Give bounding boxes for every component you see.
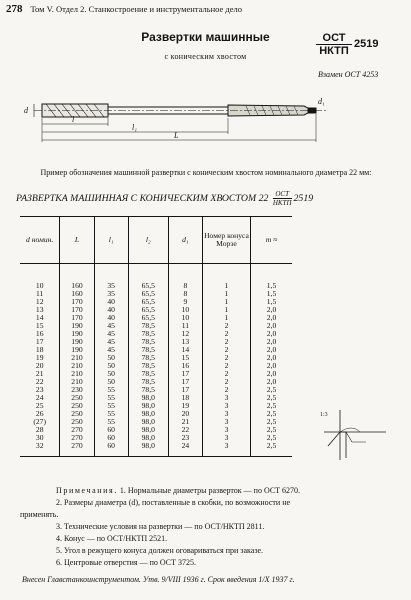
table-cell: 16 <box>35 329 44 338</box>
table-cell: 2,0 <box>251 314 292 322</box>
table-row <box>20 306 292 314</box>
table-cell: 78,5 <box>128 346 168 354</box>
table-cell: 270 <box>60 442 94 457</box>
table-cell: 19 <box>168 402 202 410</box>
table-cell: 2 <box>202 354 250 362</box>
table-cell: 160 <box>60 264 94 291</box>
table-cell: 3 <box>202 394 250 402</box>
table-cell: 78,5 <box>128 370 168 378</box>
table-body <box>20 264 292 457</box>
table-cell: 2 <box>202 322 250 330</box>
table-cell: 50 <box>94 362 128 370</box>
table-cell: 55 <box>94 418 128 426</box>
table-cell: 210 <box>60 378 94 386</box>
table-cell: 45 <box>94 330 128 338</box>
table-cell: 35 <box>94 264 128 291</box>
table-cell: 8 <box>168 264 202 291</box>
table-cell: 170 <box>60 306 94 314</box>
table-cell: 20 <box>35 361 44 370</box>
table-cell: 12 <box>35 297 44 306</box>
table-cell: 2,5 <box>251 426 292 434</box>
table-cell: 10 <box>168 314 202 322</box>
table-cell: 24 <box>168 442 202 457</box>
note-6: 6. Центровые отверстия — по ОСТ 3725. <box>56 558 196 567</box>
table-cell: 17 <box>35 337 44 346</box>
table-row <box>20 330 292 338</box>
col-header-d1: d₁ <box>168 217 202 264</box>
table-cell: 250 <box>60 410 94 418</box>
table-cell: 55 <box>94 394 128 402</box>
table-row <box>20 346 292 354</box>
replaces-note: Взамен ОСТ 4253 <box>318 70 379 79</box>
table-cell: 9 <box>168 298 202 306</box>
table-cell: 13 <box>168 338 202 346</box>
table-cell: 65,5 <box>128 314 168 322</box>
table-cell: 60 <box>94 434 128 442</box>
note-2: 2. Размеры диаметра (d), поставленные в скобки, по возможности не <box>56 498 291 507</box>
note-5: 5. Угол в режущего конуса должен оговариваться при заказе. <box>56 546 264 555</box>
table-cell: 23 <box>35 385 44 394</box>
dimensions-table <box>20 216 292 457</box>
table-cell: 15 <box>168 354 202 362</box>
table-cell: 2 <box>202 346 250 354</box>
table-cell: 3 <box>202 442 250 457</box>
standard-fraction <box>316 32 352 57</box>
table-cell: 250 <box>60 394 94 402</box>
table-cell: 11 <box>168 322 202 330</box>
table-cell: 2 <box>202 378 250 386</box>
table-cell: 2,0 <box>251 370 292 378</box>
table-cell: 14 <box>35 313 44 322</box>
table-cell: 190 <box>60 338 94 346</box>
table-cell: 22 <box>168 426 202 434</box>
col-header-L: L <box>60 217 94 264</box>
table-cell: 170 <box>60 314 94 322</box>
table-row <box>20 426 292 434</box>
table-cell: 16 <box>168 362 202 370</box>
table-cell: 3 <box>202 402 250 410</box>
table-cell: 1 <box>202 306 250 314</box>
label-d: d <box>24 106 28 115</box>
table-cell: 78,5 <box>128 322 168 330</box>
table-cell: 190 <box>60 330 94 338</box>
table-row <box>20 338 292 346</box>
reamer-drawing <box>14 84 334 146</box>
table-row <box>20 402 292 410</box>
table-cell: 1 <box>202 298 250 306</box>
table-cell: 3 <box>202 434 250 442</box>
table-cell: 60 <box>94 426 128 434</box>
label-L: L <box>174 131 179 140</box>
table-cell: 18 <box>168 394 202 402</box>
col-header-d: d номин. <box>20 217 60 264</box>
running-header <box>6 3 242 15</box>
table-row <box>20 298 292 306</box>
table-cell: 40 <box>94 306 128 314</box>
table-cell: 45 <box>94 346 128 354</box>
table-cell: 1,5 <box>251 264 292 291</box>
table-cell: 230 <box>60 386 94 394</box>
table-cell: 35 <box>94 290 128 298</box>
table-cell: 2 <box>202 386 250 394</box>
table-cell: 3 <box>202 426 250 434</box>
note-3: 3. Технические условия на развертки — по ОСТ/НКТП 2811. <box>56 522 265 531</box>
table-cell: 190 <box>60 346 94 354</box>
note-4: 4. Конус — по ОСТ/НКТП 2521. <box>56 534 168 543</box>
table-row <box>20 434 292 442</box>
table-cell: 65,5 <box>128 298 168 306</box>
table-cell: 2,5 <box>251 442 292 457</box>
standard-bottom: НКТП <box>319 45 349 57</box>
table-cell: 2,5 <box>251 386 292 394</box>
footer-approval: Внесен Главстанкоинструментом. Утв. 9/VIII 1936 г. Срок введения 1/X 1937 г. <box>22 575 295 584</box>
table-cell: 40 <box>94 298 128 306</box>
table-cell: 17 <box>168 370 202 378</box>
table-row <box>20 394 292 402</box>
table-cell: 78,5 <box>128 362 168 370</box>
table-cell: 2,0 <box>251 378 292 386</box>
table-cell: 45 <box>94 338 128 346</box>
table-cell: 1,5 <box>251 290 292 298</box>
table-cell: 19 <box>35 353 44 362</box>
table-cell: 18 <box>35 345 44 354</box>
table-cell: 250 <box>60 402 94 410</box>
table-cell: 28 <box>35 425 44 434</box>
label-d1: d₁ <box>318 97 325 106</box>
table-cell: 210 <box>60 370 94 378</box>
table-cell: 210 <box>60 362 94 370</box>
table-cell: 55 <box>94 402 128 410</box>
table-cell: 12 <box>168 330 202 338</box>
table-cell: 1 <box>202 264 250 291</box>
table-cell: 22 <box>35 377 44 386</box>
table-cell: 1 <box>202 314 250 322</box>
page-subtitle: с коническим хвостом <box>164 52 247 61</box>
table-cell: 270 <box>60 434 94 442</box>
table-cell: 2 <box>202 362 250 370</box>
designation-prefix: РАЗВЕРТКА МАШИННАЯ С КОНИЧЕСКИМ ХВОСТОМ 22 <box>16 192 269 204</box>
table-cell: 25 <box>35 401 44 410</box>
table-cell: 10 <box>168 306 202 314</box>
table-row <box>20 370 292 378</box>
example-text: Пример обозначения машинной развертки с коническим хвостом номинального диаметра 22 мм: <box>40 168 372 177</box>
table-cell: 2,5 <box>251 402 292 410</box>
table-cell: 2,0 <box>251 330 292 338</box>
table-row <box>20 264 292 291</box>
table-cell: 98,0 <box>128 418 168 426</box>
table-cell: 10 <box>35 281 44 290</box>
table-cell: 2,5 <box>251 394 292 402</box>
col-header-m: m ≈ <box>251 217 292 264</box>
col-header-l2: l₂ <box>128 217 168 264</box>
label-l: l <box>72 115 75 124</box>
designation-fraction <box>273 190 292 207</box>
table-row <box>20 322 292 330</box>
table-row <box>20 290 292 298</box>
table-cell: 20 <box>168 410 202 418</box>
table-cell: 98,0 <box>128 442 168 457</box>
table-cell: 98,0 <box>128 434 168 442</box>
table-cell: 78,5 <box>128 330 168 338</box>
table-cell: 8 <box>168 290 202 298</box>
table-cell: 21 <box>35 369 44 378</box>
table-cell: 2,5 <box>251 418 292 426</box>
table-cell: 3 <box>202 418 250 426</box>
table-cell: 170 <box>60 298 94 306</box>
table-cell: 78,5 <box>128 386 168 394</box>
label-l1: l₁ <box>132 123 138 132</box>
col-header-l1: l₁ <box>94 217 128 264</box>
notes-block <box>20 485 401 569</box>
table-cell: 98,0 <box>128 394 168 402</box>
table-cell: 26 <box>35 409 44 418</box>
table-cell: 14 <box>168 346 202 354</box>
table-cell: 2,0 <box>251 322 292 330</box>
table-row <box>20 378 292 386</box>
table-cell: 11 <box>36 289 44 298</box>
table-cell: 250 <box>60 418 94 426</box>
table-cell: 23 <box>168 434 202 442</box>
table-row <box>20 314 292 322</box>
table-cell: 2,0 <box>251 346 292 354</box>
table-cell: 2,5 <box>251 434 292 442</box>
example-designation <box>16 190 313 207</box>
table-row <box>20 362 292 370</box>
notes-heading: Примечания. <box>56 486 118 495</box>
table-cell: 50 <box>94 354 128 362</box>
designation-top: ОСТ <box>273 190 292 199</box>
table-cell: 2,0 <box>251 306 292 314</box>
table-cell: 24 <box>35 393 44 402</box>
notes-line-1 <box>56 485 401 497</box>
detail-angle-label: 1:3 <box>320 412 328 418</box>
page-title: Развертки машинные <box>141 30 270 44</box>
table-cell: 210 <box>60 354 94 362</box>
table-cell: 55 <box>94 410 128 418</box>
table-row <box>20 386 292 394</box>
table-cell: 65,5 <box>128 264 168 291</box>
table-row <box>20 442 292 457</box>
table-cell: 50 <box>94 370 128 378</box>
table-cell: 2 <box>202 370 250 378</box>
note-1: 1. Нормальные диаметры разверток — по ОСТ 6270. <box>119 486 301 495</box>
table-row <box>20 410 292 418</box>
table-header-row <box>20 217 292 264</box>
table-cell: 17 <box>168 386 202 394</box>
table-row <box>20 354 292 362</box>
table-row <box>20 418 292 426</box>
table-cell: 40 <box>94 314 128 322</box>
table-cell: 2 <box>202 338 250 346</box>
note-2-cont: применять. <box>20 510 59 519</box>
standard-number: 2519 <box>354 38 379 50</box>
running-title: Том V. Отдел 2. Станкостроение и инструментальное дело <box>30 4 242 14</box>
col-header-morse: Номер конуса Морзе <box>202 217 250 264</box>
table-cell: 78,5 <box>128 338 168 346</box>
table-cell: 2,0 <box>251 338 292 346</box>
table-cell: 17 <box>168 378 202 386</box>
table-cell: (27) <box>33 417 47 426</box>
table-cell: 45 <box>94 322 128 330</box>
table-cell: 98,0 <box>128 402 168 410</box>
table-cell: 65,5 <box>128 290 168 298</box>
table-cell: 1,5 <box>251 298 292 306</box>
table-cell: 78,5 <box>128 378 168 386</box>
table-cell: 60 <box>94 442 128 457</box>
standard-top: ОСТ <box>316 32 352 45</box>
table-cell: 2,0 <box>251 362 292 370</box>
table-cell: 15 <box>35 321 44 330</box>
table-cell: 160 <box>60 290 94 298</box>
page-number: 278 <box>6 3 23 15</box>
table-cell: 270 <box>60 426 94 434</box>
cutting-edge-detail <box>316 402 396 466</box>
designation-number: 2519 <box>293 192 314 204</box>
table-cell: 30 <box>35 433 44 442</box>
table-cell: 50 <box>94 378 128 386</box>
table-cell: 13 <box>35 305 44 314</box>
table-cell: 1 <box>202 290 250 298</box>
table-cell: 78,5 <box>128 354 168 362</box>
table-cell: 98,0 <box>128 426 168 434</box>
designation-bottom: НКТП <box>272 199 292 207</box>
table-cell: 2,5 <box>251 410 292 418</box>
table-cell: 2,0 <box>251 354 292 362</box>
table-cell: 190 <box>60 322 94 330</box>
table-cell: 98,0 <box>128 410 168 418</box>
table-cell: 21 <box>168 418 202 426</box>
table-cell: 2 <box>202 330 250 338</box>
table-cell: 32 <box>20 442 60 457</box>
table-cell: 65,5 <box>128 306 168 314</box>
table-cell: 3 <box>202 410 250 418</box>
standard-code <box>316 32 378 57</box>
table-cell: 55 <box>94 386 128 394</box>
